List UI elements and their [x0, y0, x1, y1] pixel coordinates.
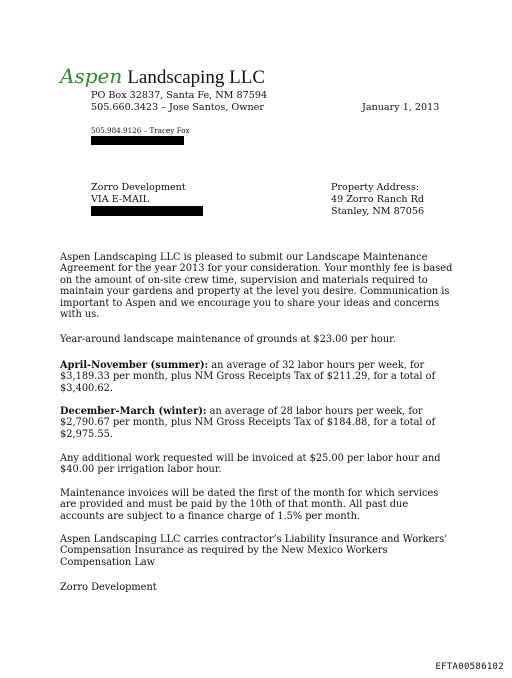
property-street: 49 Zorro Ranch Rd — [331, 194, 425, 205]
invoices-paragraph: Maintenance invoices will be dated the first of the month for which services are provided and must be paid by the 10th of that month. All past due accounts are subject to a finance charge of 1.5% per month. — [60, 488, 439, 522]
document-id: EFTA00586102 — [435, 662, 504, 672]
letter-date: January 1, 2013 — [362, 102, 440, 113]
winter-label: December-March (winter): — [60, 406, 207, 417]
contact-line: 505.984.9126 – Tracey Fox — [91, 126, 190, 135]
summer-paragraph — [60, 360, 455, 394]
winter-paragraph — [60, 406, 455, 440]
intro-paragraph: Aspen Landscaping LLC is pleased to submit our Landscape Maintenance Agreement for the year 2013 for your consideration. Your monthly fee is based on the amount of on-site crew time, supervision and materials required to maintain your gardens and property at the level you desire. Communication is important to Aspen and we encourage you to share your ideas and concerns with us. — [60, 252, 453, 321]
logo-script-text: Aspen — [60, 64, 123, 88]
company-phone-owner: 505.660.3423 – Jose Santos, Owner — [91, 102, 264, 113]
recipient-name: Zorro Development — [91, 182, 186, 193]
closing-name: Zorro Development — [60, 582, 157, 593]
winter-text: an average of 28 labor hours per week, for $2,790.67 per month, plus NM Gross Receipts Tax of $184.88, for a total of $2,975.55. — [60, 406, 436, 440]
property-city: Stanley, NM 87056 — [331, 206, 425, 217]
redaction-bar — [91, 136, 184, 145]
recipient-via: VIA E-MAIL — [91, 194, 150, 205]
additional-work-paragraph: Any additional work requested will be invoiced at $25.00 per labor hour and $40.00 per irrigation labor hour. — [60, 453, 441, 476]
insurance-paragraph: Aspen Landscaping LLC carries contractor’s Liability Insurance and Workers’ Compensation Insurance as required by the New Mexico Workers Compensation Law — [60, 534, 448, 568]
company-address: PO Box 32837, Santa Fe, NM 87594 — [91, 90, 268, 101]
summer-text: an average of 32 labor hours per week, for $3,189.33 per month, plus NM Gross Receipts Tax of $211.29, for a total of $3,400.62. — [60, 360, 436, 394]
summer-label: April-November (summer): — [60, 360, 209, 371]
redaction-bar — [91, 206, 203, 216]
rate-paragraph: Year-around landscape maintenance of grounds at $23.00 per hour. — [60, 334, 396, 345]
logo-company-name: Landscaping LLC — [127, 67, 266, 88]
property-label: Property Address: — [331, 182, 420, 193]
company-logo — [60, 64, 265, 89]
